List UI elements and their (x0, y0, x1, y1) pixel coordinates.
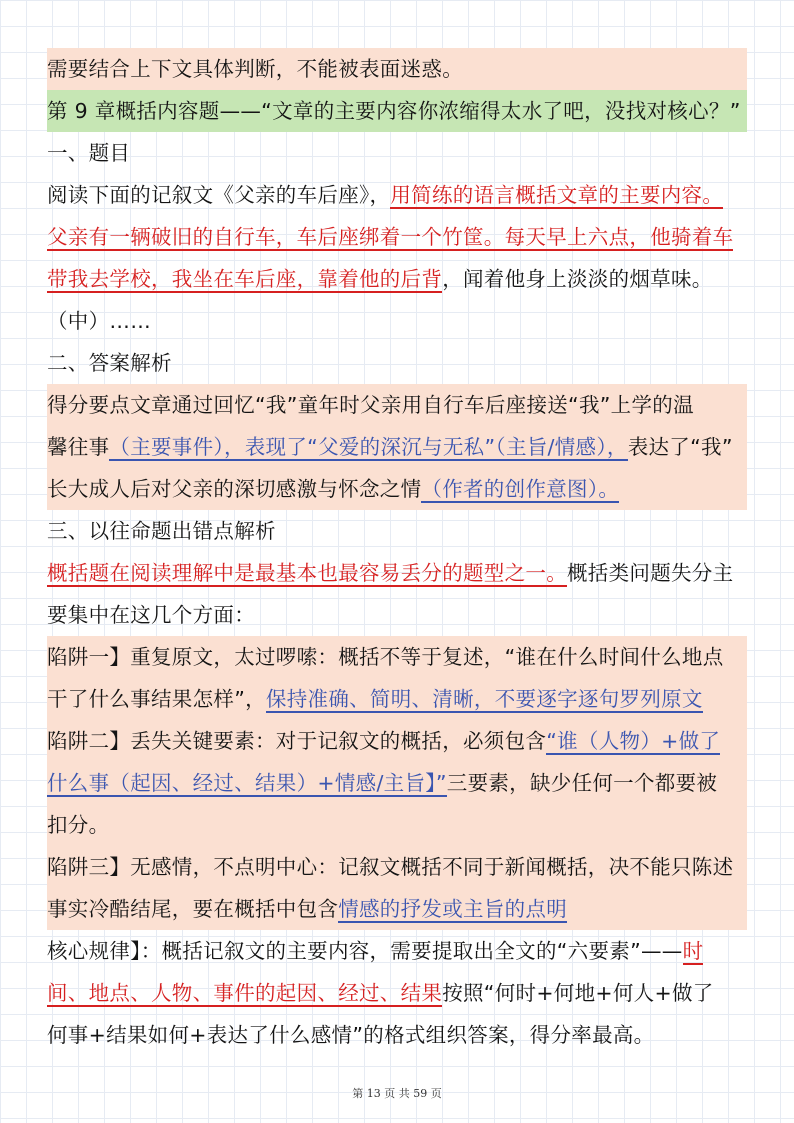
chapter-heading: 第 9 章概括内容题——“文章的主要内容你浓缩得太水了吧，没找对核心？” (47, 90, 747, 132)
text-line: 间、地点、人物、事件的起因、经过、结果按照“何时+何地+何人+做了 (47, 981, 714, 1005)
blue-underlined-text: （主要事件），表现了“父爱的深沉与无私”（主旨/情感）， (109, 435, 628, 459)
text-line: 得分要点文章通过回忆“我”童年时父亲用自行车后座接送“我”上学的温 (47, 384, 747, 426)
text-line: 馨往事（主要事件），表现了“父爱的深沉与无私”（主旨/情感），表达了“我” (47, 426, 747, 468)
page-number: 第 13 页 共 59 页 (352, 1087, 442, 1100)
red-underlined-text: 父亲有一辆破旧的自行车，车后座绑着一个竹筐。每天早上六点，他骑着车 (47, 225, 734, 249)
text-line (47, 216, 747, 258)
text-line: 概括题在阅读理解中是最基本也最容易丢分的题型之一。概括类问题失分主 (47, 561, 734, 585)
blue-underlined-text: 情感的抒发或主旨的点明 (338, 897, 568, 921)
red-underlined-text: 间、地点、人物、事件的起因、经过、结果 (47, 981, 443, 1005)
section-heading: 三、以往命题出错点解析 (47, 519, 276, 543)
text-line: 陷阱二】丢失关键要素：对于记叙文的概括，必须包含“谁（人物）+做了 (47, 720, 747, 762)
blue-underlined-text: “谁（人物）+做了 (546, 729, 721, 753)
text-line: 扣分。 (47, 804, 747, 846)
text-line: 什么事（起因、经过、结果）+情感/主旨】”三要素，缺少任何一个都要被 (47, 762, 747, 804)
text-line: 阅读下面的记叙文《父亲的车后座》，用简练的语言概括文章的主要内容。 (47, 183, 724, 207)
text-line: 长大成人后对父亲的深切感激与怀念之情（作者的创作意图）。 (47, 468, 747, 510)
text-line: 陷阱一】重复原文，太过啰嗦：概括不等于复述，“谁在什么时间什么地点 (47, 636, 747, 678)
page-footer (0, 1085, 794, 1101)
red-underlined-text: 时 (682, 939, 704, 963)
text-line: 需要结合上下文具体判断，不能被表面迷惑。 (47, 48, 747, 90)
blue-underlined-text: 保持准确、简明、清晰，不要逐字逐句罗列原文 (265, 687, 703, 711)
red-underlined-text: 带我去学校，我坐在车后座，靠着他的后背 (47, 267, 443, 291)
text-line: 陷阱三】无感情，不点明中心：记叙文概括不同于新闻概括，决不能只陈述 (47, 846, 747, 888)
text-line: 要集中在这几个方面： (47, 603, 255, 627)
text-line: 核心规律】：概括记叙文的主要内容，需要提取出全文的“六要素”——时 (47, 939, 704, 963)
text-line: 事实冷酷结尾，要在概括中包含情感的抒发或主旨的点明 (47, 888, 747, 930)
red-underlined-text: 用简练的语言概括文章的主要内容。 (390, 183, 724, 207)
document-page (47, 48, 747, 1056)
text-line: 带我去学校，我坐在车后座，靠着他的后背，闻着他身上淡淡的烟草味。 (47, 267, 713, 291)
red-underlined-text: 概括题在阅读理解中是最基本也最容易丢分的题型之一。 (47, 561, 567, 585)
blue-underlined-text: 什么事（起因、经过、结果）+情感/主旨】” (47, 771, 447, 795)
section-heading: 一、题目 (47, 141, 131, 165)
text-line: 何事+结果如何+表达了什么感情”的格式组织答案，得分率最高。 (47, 1023, 655, 1047)
blue-underlined-text: （作者的创作意图）。 (421, 477, 620, 501)
section-heading: 二、答案解析 (47, 351, 172, 375)
text-line: （中）…… (47, 309, 151, 333)
text-line: 干了什么事结果怎样”，保持准确、简明、清晰，不要逐字逐句罗列原文 (47, 678, 747, 720)
